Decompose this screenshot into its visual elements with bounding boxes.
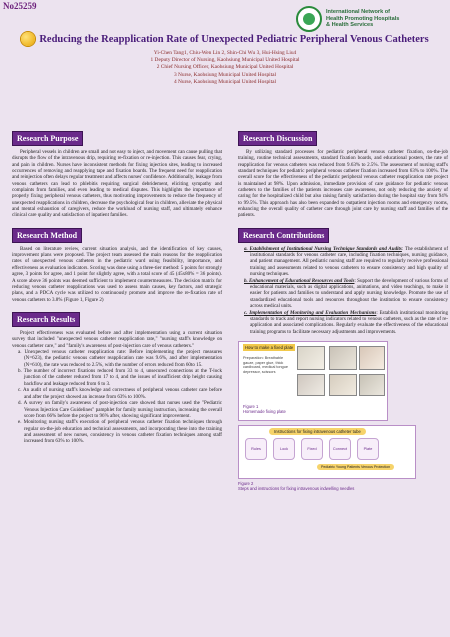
step-icon: Rules (245, 438, 267, 460)
poster-title: Reducing the Reapplication Rate of Unexpected Pediatric Peripheral Venous Catheters (39, 33, 429, 45)
contribution-text: : Establish institutional monitoring standards to track and report nursing indicators related to venous catheters, such as the rate of re-application and associated complications. Regularly evaluate the effectiveness of the educational training programs to facilitate necessary adjustments and improvements. (250, 309, 448, 335)
affiliation: 3 Nurse, Kaohsiung Municipal United Hospital (173, 71, 277, 78)
author-names: Yi-Chen Tang1, Chiu-Wen Lin 2, Shin-Chi Wu 3, Hui-Hsing Liu4 (153, 50, 297, 56)
affiliation: 4 Nurse, Kaohsiung Municipal United Hospital (173, 78, 277, 85)
figure-2-note: Pediatric Young Patients Venous Protection (317, 464, 394, 470)
logo-text (326, 9, 399, 29)
figure-2-steps (245, 438, 379, 460)
contribution-text: : Support the development of various forms of educational materials, such as digital applications, animations, and video teachings, to make it easier for patients and families to understand and apply nursing knowledge. Promote the use of standardized educational tools and resources throughout the institution to ensure consistency across medical units. (250, 277, 448, 310)
title-row (0, 32, 450, 46)
results-list (18, 349, 222, 445)
contribution-lead: c. Implementation of Monitoring and Evaluation Mechanisms (244, 309, 377, 316)
figure-1-tag: How to make a fixed plate (245, 344, 294, 350)
figure-1-caption (243, 404, 286, 414)
fixing-plate-photo (329, 346, 357, 370)
step-icon: Connect (329, 438, 351, 460)
purpose-section (12, 128, 222, 219)
right-column (238, 128, 449, 491)
step-icon: Plate (357, 438, 379, 460)
discussion-heading: Research Discussion (238, 131, 317, 146)
figures-area (238, 341, 443, 491)
fixing-plate-photo (329, 374, 357, 396)
figure-1-steps: Preparation: Breathable gauze, paper glue, thick cardboard, medical tongue depressor, scissors (243, 355, 288, 374)
fixing-plate-photo (297, 374, 325, 396)
results-item: c. An audit of nursing staff's knowledge and correctness of peripheral venous catheter care before and after the project showed an increase from 63% to 100%. (18, 387, 222, 400)
step-icon: Lock (273, 438, 295, 460)
figure-2 (238, 425, 416, 479)
figure-2-caption-text: Steps and instructions for fixing intravenous indwelling needles (238, 485, 355, 491)
contribution-text: : The establishment of institutional standards for venous catheter care, including fixation techniques, nursing guidance, and patient management. All pediatric nursing staff are required to regularly receive professional training and assessments related to venous catheters to ensure consistency and high quality of nursing techniques. (250, 245, 449, 278)
results-item: b. The number of incorrect fixations reduced from 33 to 4, unsecured connections at the T-lock junction of the catheter reduced from 17 to 4, and the issues of insufficient drip height causing backflow and leakage reduced from 6 to 3. (18, 368, 222, 387)
affiliation: 1 Deputy Director of Nursing, Kaohsiung Municipal United Hospital (150, 57, 300, 64)
hph-logo-icon (296, 6, 322, 32)
contribution-item (244, 310, 448, 335)
figure-1 (238, 341, 388, 421)
figure-1-caption-title: Figure 1 (243, 403, 259, 409)
step-icon: Fixed (301, 438, 323, 460)
method-text: Based on literature review, current situation analysis, and the identification of key causes, improvement plans were proposed. The project team assessed the main reasons for the reapplication rates of unexpected venous catheters in the pediatric ward using feasibility, importance, and effectiveness as evaluation indicators. Scoring was done using a three-tier method: 5 points for strongly agree, 3 points for agree, and 1 point for slightly agree, with a total score of 45 (45x80% = 36 points). A score above 36 points was deemed sufficient to implement countermeasures. The decision matrix for reducing venous catheter reapplications was used to assess main causes, key factors, and strategic plans, and a PDCA cycle was utilized to continuously promote and improve the re-fixation rate of venous catheters to 3.8% (Figure 1, Figure 2) (12, 245, 222, 303)
method-heading: Research Method (12, 228, 82, 243)
sun-icon (21, 32, 35, 46)
fixing-plate-photo (297, 346, 325, 370)
results-section (12, 309, 222, 445)
results-heading: Research Results (12, 312, 80, 327)
results-item: d. A survey on family's awareness of post-injection care showed that nurses used the "Pediatric Venous Injection Care Guidelines" pamphlet for family nursing instruction, increasing the overall score from 66% before the project to 96% after, showing significant improvement. (18, 400, 222, 419)
contribution-item (244, 246, 448, 278)
fixing-plate-photo (359, 374, 385, 396)
discussion-section (238, 128, 448, 219)
contribution-lead: a. Establishment of Institutional Nursing Technique Standards and Audits (244, 245, 402, 252)
purpose-heading: Research Purpose (12, 131, 83, 146)
method-section (12, 225, 222, 303)
logo-line: & Health Services (326, 22, 374, 29)
figure-2-caption-title: Figure 2 (238, 480, 254, 486)
left-column (12, 128, 222, 451)
contributions-heading: Research Contributions (238, 228, 329, 243)
figure-1-caption-text: Homemade fixing plate (243, 408, 286, 414)
affiliation: 2 Chief Nursing Officer, Kaohsiung Municipal United Hospital (156, 64, 294, 71)
logo-line: International Network of (326, 9, 391, 16)
contributions-list (244, 246, 448, 335)
purpose-text: Peripheral vessels in children are small and not easy to inject, and movement can cause pulling that disrupts the flow of the intravenous drip, requiring re-fixation or re-injection. This causes fear, crying, and pain in children. Nurses have inconsistent methods for fixing injection sites, leading to increased occurrences of removing and reapplying tape and fixation boards. The frequent need for reapplication and reinjection often delays regular treatment and affects nurses' confidence. Additionally, leakage from venous catheters can lead to phlebitis requiring surgical debridement, eliciting sympathy and complaints from families, and even leading to medical disputes. This highlights the importance of properly fixing peripheral venous catheters, thus motivating improvements to reduce the frequency of unexpected reapplications in children, decrease the psychological fear in children, alleviate the physical and mental exhaustion of caregivers, reduce the workload of nursing staff, and ultimately enhance clinical care quality and satisfaction of inpatient families. (12, 149, 222, 219)
results-item: a. Unexpected venous catheter reapplication rate: Before implementing the project measures (N=623), the pediatric venous catheter reapplication rate was 9.6%, and after implementation (N=610), the rate was reduced to 2.5%, with the number of errors reduced from 60to 15. (18, 348, 222, 368)
figure-2-banner: Instructions for fixing intravenous catheter tube (269, 428, 366, 435)
contribution-item (244, 278, 448, 310)
poster-id: No25259 (3, 1, 37, 11)
fixing-plate-photo (359, 346, 385, 370)
logo-line: Health Promoting Hospitals (326, 15, 400, 22)
discussion-text: By utilizing standard processes for pediatric peripheral venous catheter fixation, on-the-job training, routine technical assessments, standard fixation boards, and educational posters, the rate of reapplication for venous catheters was reduced from 9.63% to 2.5%. The assessment of nursing staff's standard techniques for pediatric peripheral venous catheter fixation increased from 63% to 100%. The overall score for the effectiveness of the pediatric peripheral venous catheter reapplication rate project is maintained at 98%. Upon admission, immediate provision of care guidance for pediatric venous catheters to the families of the patients increases care awareness, not only reducing the anxiety of caring for the hospitalized child but also raising family satisfaction during the hospital stay from 94% to 99.5%. This approach has also been expanded to outpatient injection rooms and emergency rooms, enhancing the overall quality of catheter care through joint care by nursing staff and families of the patients. (238, 149, 448, 219)
authors-block (0, 50, 450, 86)
contribution-lead: b. Enhancement of Educational Resources and Tools (244, 277, 355, 284)
results-item: e. Monitoring nursing staff's execution of peripheral venous catheter fixation techniques through regular on-the-job education and technical assessments, and incorporating these into the training and assessment of new nurses, consistency in venous catheter fixation techniques among staff increased from 63% to 100%. (18, 419, 222, 445)
results-intro: Project effectiveness was evaluated before and after implementation using a current situation survey that included "unexpected venous catheter reapplication rate," "nursing staff's knowledge on venous catheter care," and "family's awareness of post-injection care of venous catheters." (12, 329, 222, 349)
contributions-section (238, 225, 448, 335)
figure-2-caption (238, 481, 354, 491)
organization-logo (296, 4, 444, 34)
